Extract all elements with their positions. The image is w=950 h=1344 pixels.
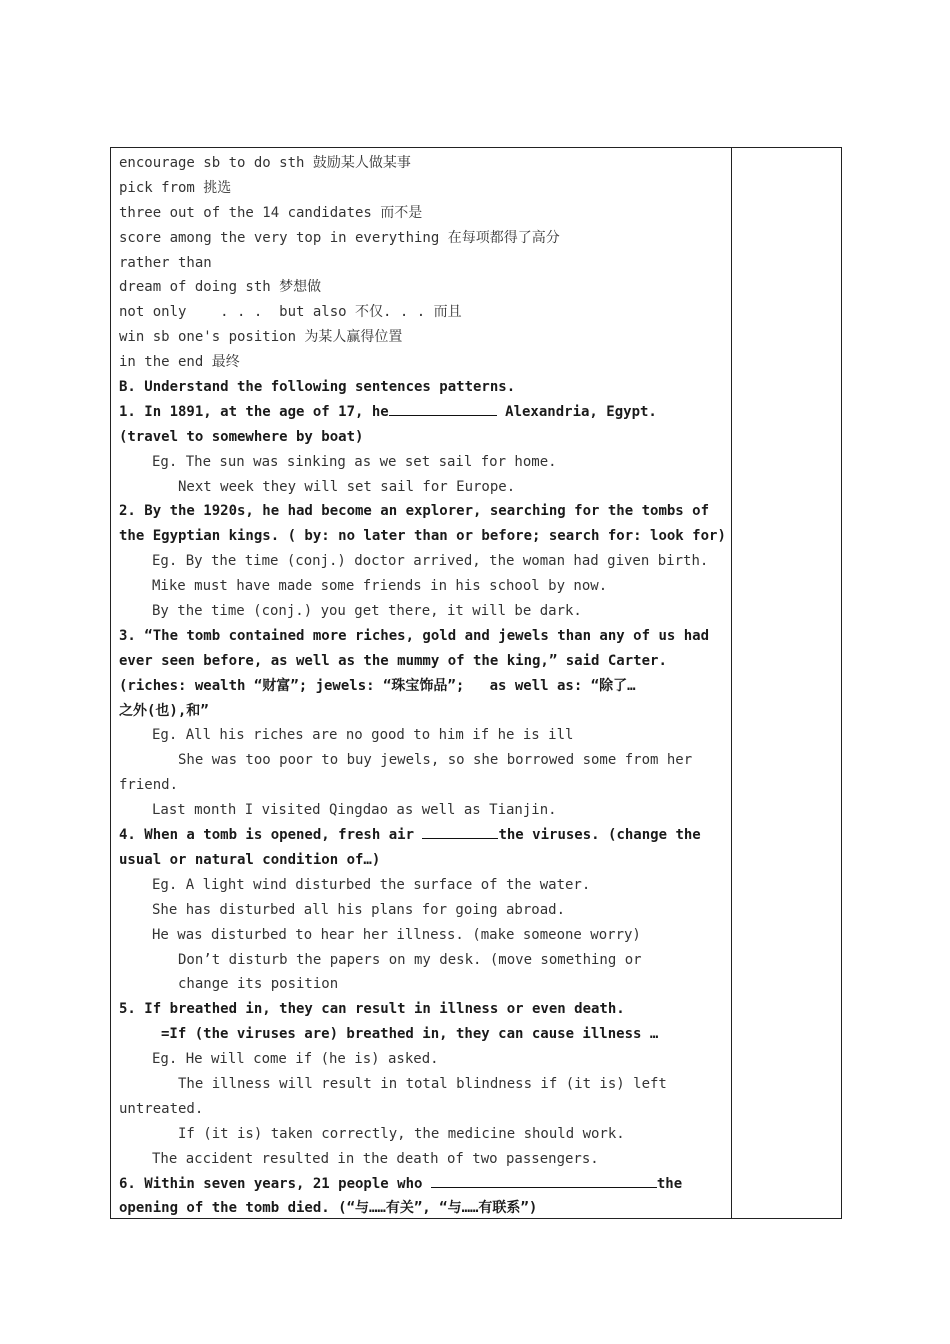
example-line: Eg. A light wind disturbed the surface of the water. — [152, 876, 591, 893]
sentence-2-line: 2. By the 1920s, he had become an explorer, searching for the tombs of — [119, 503, 710, 520]
answer-blank-1[interactable] — [389, 401, 497, 416]
sentence-4-line: usual or natural condition of…) — [119, 851, 381, 868]
sentence-1 — [119, 400, 725, 425]
sentence-3-line: ever seen before, as well as the mummy of the king,” said Carter. — [119, 652, 667, 669]
vocab-item: in the end 最终 — [119, 354, 240, 371]
example-line: friend. — [119, 777, 179, 794]
sentence-3-line: 3. “The tomb contained more riches, gold and jewels than any of us had — [119, 627, 710, 644]
example-line: Mike must have made some friends in his school by now. — [152, 578, 608, 595]
vocab-item: not only . . . but also 不仅. . . 而且 — [119, 304, 462, 321]
example-line: Don’t disturb the papers on my desk. (move something or — [178, 951, 642, 968]
example-line: If (it is) taken correctly, the medicine should work. — [178, 1125, 625, 1142]
vocab-item: rather than — [119, 254, 212, 271]
sentence-1-text: 1. In 1891, at the age of 17, he — [119, 403, 389, 420]
worksheet-table — [110, 147, 842, 1219]
vocab-item: encourage sb to do sth 鼓励某人做某事 — [119, 155, 411, 171]
sentence-1-hint: (travel to somewhere by boat) — [119, 428, 364, 445]
example-line: change its position — [178, 976, 339, 993]
sentence-3-line: 之外(也),和” — [119, 702, 209, 719]
example-line: She was too poor to buy jewels, so she borrowed some from her — [178, 752, 693, 769]
example-line: Last month I visited Qingdao as well as Tianjin. — [152, 802, 557, 819]
example-line: Eg. The sun was sinking as we set sail for home. — [152, 453, 557, 470]
sentence-6-line: opening of the tomb died. (“与……有关”, “与……有联系”) — [119, 1200, 538, 1217]
sentence-2-line: the Egyptian kings. ( by: no later than or before; search for: look for) — [119, 528, 726, 545]
sentence-1-tail: Alexandria, Egypt. — [496, 403, 657, 420]
sentence-4-tail: the viruses. (change the — [498, 827, 701, 844]
vocab-list — [119, 151, 725, 375]
sentence-6 — [119, 1172, 725, 1197]
example-line: untreated. — [119, 1100, 204, 1117]
sentence-4-text: 4. When a tomb is opened, fresh air — [119, 827, 423, 844]
example-line: Eg. He will come if (he is) asked. — [152, 1051, 439, 1068]
example-line: He was disturbed to hear her illness. (make someone worry) — [152, 926, 641, 943]
vocab-item: dream of doing sth 梦想做 — [119, 279, 322, 296]
vocab-item: win sb one's position 为某人赢得位置 — [119, 329, 403, 346]
vocab-item: pick from 挑选 — [119, 179, 232, 196]
example-line: Eg. All his riches are no good to him if he is ill — [152, 727, 574, 744]
example-line: The accident resulted in the death of two passengers. — [152, 1150, 599, 1167]
example-line: By the time (conj.) you get there, it will be dark. — [152, 603, 582, 620]
sentence-4 — [119, 823, 725, 848]
answer-blank-4[interactable] — [422, 824, 498, 839]
sentence-5-line: =If (the viruses are) breathed in, they can cause illness … — [161, 1026, 659, 1043]
example-line: Eg. By the time (conj.) doctor arrived, the woman had given birth. — [152, 553, 709, 570]
sentence-6-tail: the — [656, 1175, 683, 1192]
column-divider — [731, 148, 732, 1218]
sentence-3-line: (riches: wealth “财富”; jewels: “珠宝饰品”; as well as: “除了… — [119, 677, 636, 694]
example-line: She has disturbed all his plans for going abroad. — [152, 901, 566, 918]
vocab-item: three out of the 14 candidates 而不是 — [119, 204, 423, 221]
example-line: The illness will result in total blindness if (it is) left — [178, 1075, 667, 1092]
section-b-title: B. Understand the following sentences patterns. — [119, 379, 516, 396]
example-line: Next week they will set sail for Europe. — [178, 478, 516, 495]
main-cell — [119, 151, 725, 1221]
vocab-item: score among the very top in everything 在每项都得了高分 — [119, 229, 560, 246]
sentence-6-text: 6. Within seven years, 21 people who — [119, 1175, 431, 1192]
sentence-5-line: 5. If breathed in, they can result in illness or even death. — [119, 1001, 625, 1018]
answer-blank-6[interactable] — [431, 1173, 657, 1188]
